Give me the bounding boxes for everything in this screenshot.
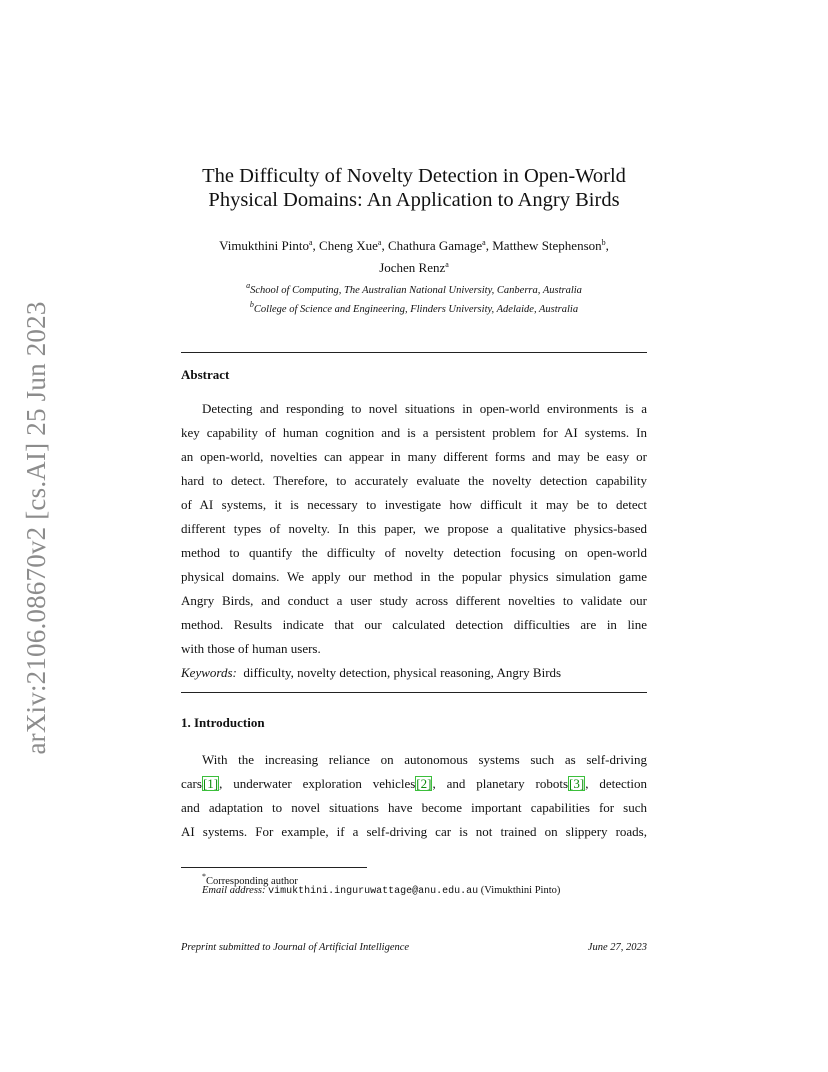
preprint-date: June 27, 2023: [587, 942, 647, 953]
intro-line: AI systems. For example, if a self-driving car is not trained on slippery roads,: [181, 824, 647, 839]
intro-line: and adaptation to novel situations have become important capabilities for such: [181, 800, 647, 815]
paper-title: [150, 164, 678, 212]
abstract-line: Angry Birds, and conduct a user study across different novelties to validate our: [181, 593, 647, 608]
intro-line: With the increasing reliance on autonomous systems such as self-driving: [202, 752, 647, 767]
author-affil-mark: a: [308, 238, 313, 247]
keywords-label: Keywords:: [181, 665, 237, 680]
abstract-line: method. Results indicate that our calculated detection difficulties are in line: [181, 617, 647, 632]
author-affil-mark: a: [377, 238, 382, 247]
affiliation-text: College of Science and Engineering, Flinders University, Adelaide, Australia: [253, 304, 579, 315]
abstract-line: method to quantify the difficulty of novelty detection focusing on open-world: [181, 545, 647, 560]
author-name: Vimukthini Pinto: [219, 238, 309, 253]
author-affil-mark: a: [445, 260, 449, 269]
abstract-line: hard to detect. Therefore, to accurately evaluate the novelty detection capability: [181, 473, 647, 488]
affiliation-mark: b: [249, 300, 254, 309]
email-address-link[interactable]: vimukthini.inguruwattage@anu.edu.au: [268, 886, 479, 897]
author-name: Chathura Gamage: [387, 238, 483, 253]
footnote-email: [202, 884, 560, 899]
intro-text: , detection: [585, 776, 647, 791]
abstract-line: of AI systems, it is necessary to investigate how difficult it may be to detect: [181, 497, 647, 512]
preprint-notice: Preprint submitted to Journal of Artificial Intelligence: [181, 942, 410, 953]
author-line-2: [150, 255, 678, 277]
keywords-text: difficulty, novelty detection, physical reasoning, Angry Birds: [243, 665, 562, 680]
author-name: Matthew Stephenson: [492, 238, 602, 253]
footnote-text: Corresponding author: [206, 876, 298, 887]
intro-text: cars: [181, 776, 202, 791]
abstract-line: Detecting and responding to novel situations in open-world environments is a: [202, 401, 647, 416]
abstract-line: with those of human users.: [181, 641, 321, 656]
arxiv-identifier-stamp: arXiv:2106.08670v2 [cs.AI] 25 Jun 2023: [21, 301, 51, 755]
affiliation-list: [150, 279, 678, 317]
footnote-mark: *: [202, 872, 206, 881]
author-list: [150, 233, 678, 277]
abstract-bottom-rule: [181, 692, 647, 693]
footnote-rule: [181, 867, 367, 868]
abstract-top-rule: [181, 352, 647, 353]
keywords-line: [181, 665, 647, 681]
affiliation-mark: a: [246, 281, 251, 290]
author-name: Cheng Xue: [319, 238, 378, 253]
citation-link[interactable]: [1]: [202, 776, 219, 791]
intro-text: , and planetary robots: [432, 776, 569, 791]
affiliation-a: [150, 279, 678, 298]
intro-text: , underwater exploration vehicles: [219, 776, 416, 791]
abstract-heading: Abstract: [181, 367, 230, 382]
abstract-line: key capability of human cognition and is a persistent problem for AI systems. In: [181, 425, 647, 440]
author-affil-mark: a: [482, 238, 486, 247]
author-name: Jochen Renz: [379, 260, 446, 275]
title-line-2: Physical Domains: An Application to Angry Birds: [208, 189, 620, 211]
citation-link[interactable]: [2]: [416, 776, 432, 791]
intro-line-with-citations: [181, 776, 647, 792]
email-label: Email address:: [202, 885, 266, 896]
email-owner: (Vimukthini Pinto): [480, 885, 561, 896]
citation-link[interactable]: [3]: [569, 776, 585, 791]
abstract-line: different types of novelty. In this paper, we propose a qualitative physics-based: [181, 521, 647, 536]
title-line-1: The Difficulty of Novelty Detection in Open-World: [202, 165, 626, 187]
affiliation-text: School of Computing, The Australian National University, Canberra, Australia: [250, 285, 582, 296]
abstract-line: an open-world, novelties can appear in many different forms and may be easy or: [181, 449, 647, 464]
author-line-1: Vimukthini Pinto$^a$, Cheng Xue$^a$, Chathura Gamage$^a$, Matthew Stephenson$^b$,: [219, 238, 609, 253]
affiliation-b: [150, 298, 678, 317]
abstract-line: physical domains. We apply our method in the popular physics simulation game: [181, 569, 647, 584]
introduction-heading: 1. Introduction: [181, 715, 265, 730]
author-affil-mark: b: [601, 238, 606, 247]
